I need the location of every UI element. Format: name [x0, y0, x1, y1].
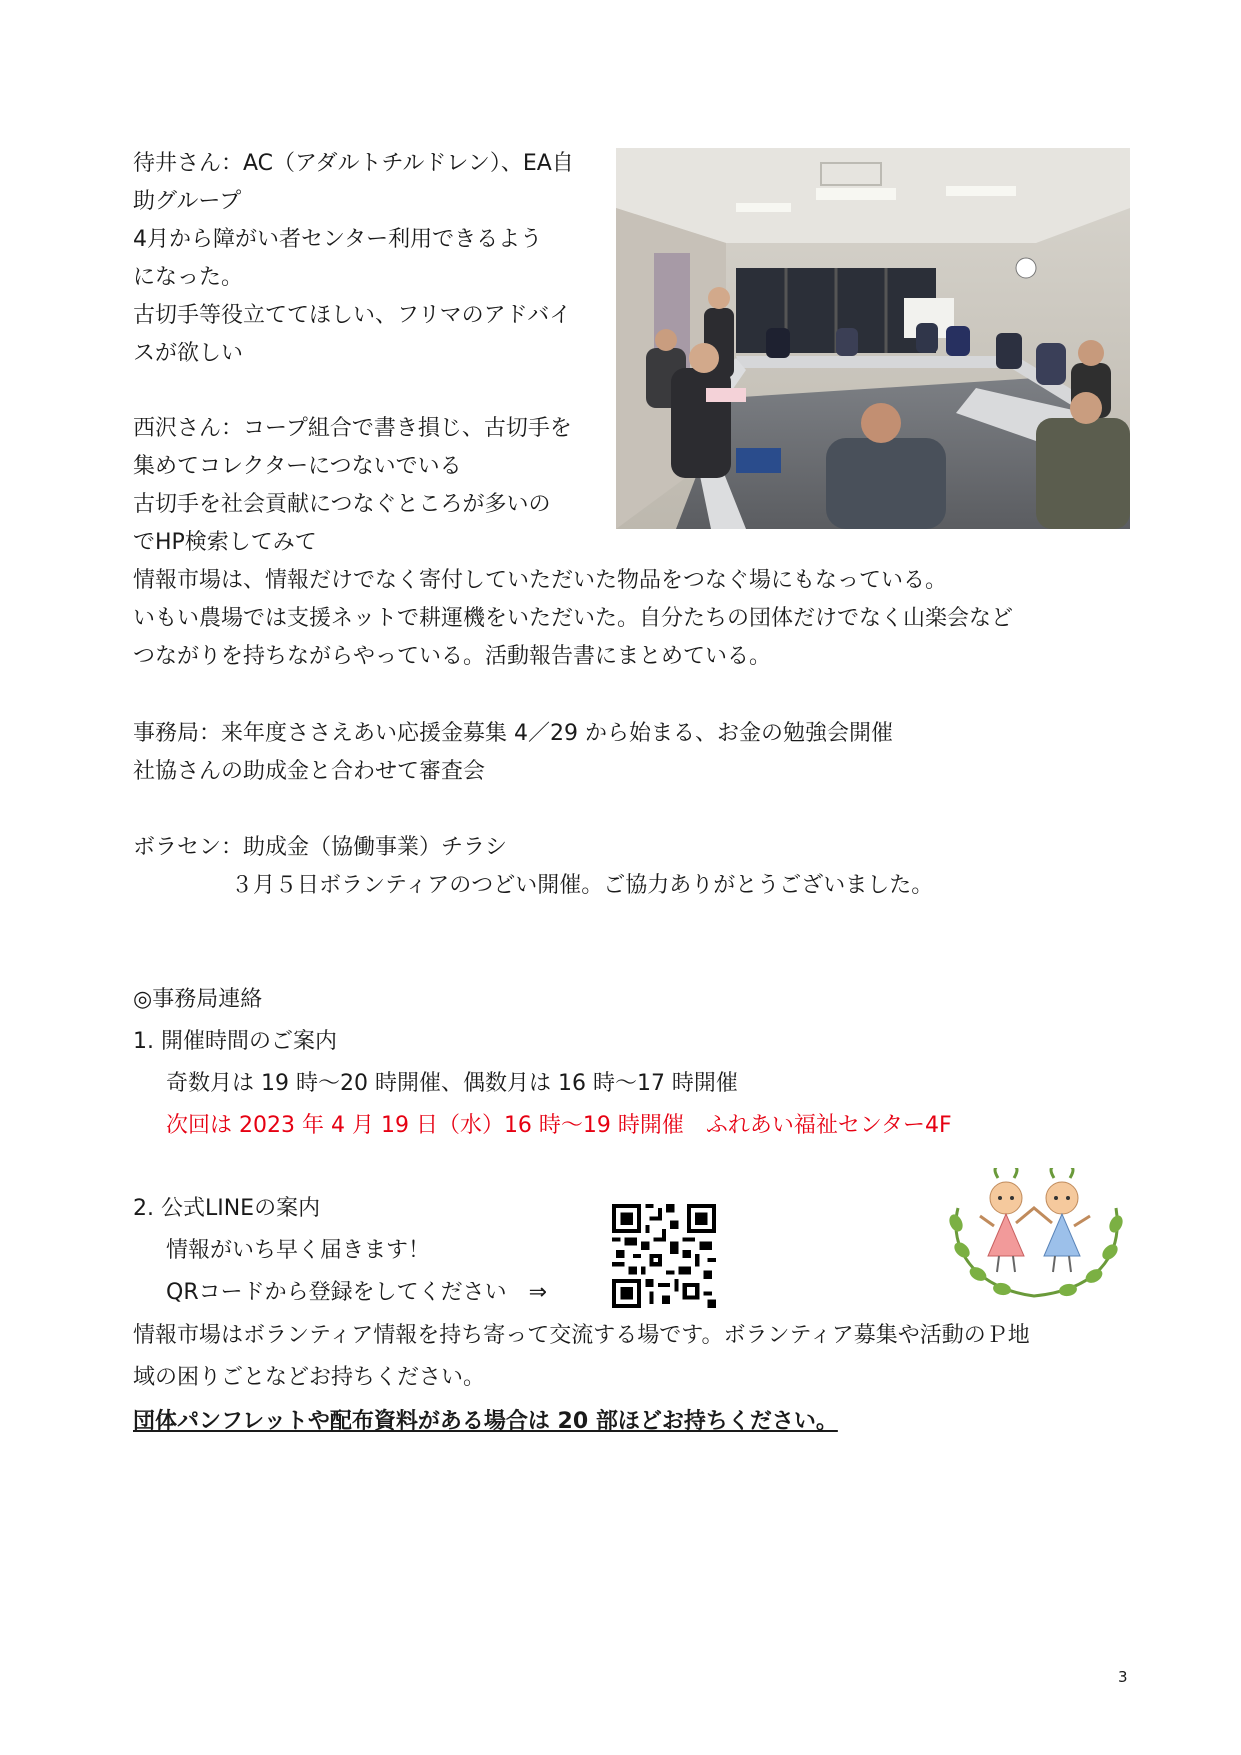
- report-machii-5: 古切手等役立ててほしい、フリマのアドバイ: [133, 303, 572, 328]
- report-nishizawa-3: 古切手を社会貢献につなぐところが多いの: [133, 492, 551, 517]
- contact-item2-line1: 情報がいち早く届きます！: [166, 1238, 431, 1263]
- meeting-photo: [616, 148, 1130, 529]
- contact-item2-line2: QRコードから登録をしてください ⇒: [166, 1280, 548, 1305]
- report-machii-1: 待井さん：AC（アダルトチルドレン）、EA自: [133, 151, 574, 176]
- report-volcenter-1: ボラセン：助成金（協働事業）チラシ: [133, 835, 508, 860]
- report-nishizawa-2: 集めてコレクターにつないでいる: [133, 454, 462, 479]
- report-machii-2: 助グループ: [133, 189, 242, 214]
- children-illustration: [944, 1168, 1132, 1304]
- report-volcenter-2: ３月５日ボランティアのつどい開催。ご協力ありがとうございました。: [231, 873, 934, 898]
- report-market-3: つながりを持ちながらやっている。活動報告書にまとめている。: [133, 644, 772, 669]
- report-nishizawa-4: でHP検索してみて: [133, 530, 317, 555]
- report-machii-4: になった。: [133, 265, 244, 290]
- report-market-2: いもい農場では支援ネットで耕運機をいただいた。自分たちの団体だけでなく山楽会など: [133, 606, 1014, 631]
- closing-bold-note: 団体パンフレットや配布資料がある場合は 20 部ほどお持ちください。: [133, 1409, 838, 1434]
- report-market-1: 情報市場は、情報だけでなく寄付していただいた物品をつなぐ場にもなっている。: [133, 568, 948, 593]
- closing-line-1: 情報市場はボランティア情報を持ち寄って交流する場です。ボランティア募集や活動のＰ地: [133, 1323, 1030, 1348]
- report-nishizawa-1: 西沢さん：コープ組合で書き損じ、古切手を: [133, 416, 572, 441]
- contact-item1-title: 1. 開催時間のご案内: [133, 1029, 337, 1054]
- report-office-1: 事務局：来年度ささえあい応援金募集 4／29 から始まる、お金の勉強会開催: [133, 721, 893, 746]
- report-machii-6: スが欲しい: [133, 341, 244, 366]
- report-office-2: 社協さんの助成金と合わせて審査会: [133, 759, 486, 784]
- line-qr-code[interactable]: [612, 1204, 716, 1308]
- contact-item2-title: 2. 公式LINEの案内: [133, 1196, 321, 1221]
- page-number: 3: [1118, 1668, 1128, 1686]
- contact-item1-schedule: 奇数月は 19 時～20 時開催、偶数月は 16 時～17 時開催: [166, 1071, 738, 1096]
- contact-item1-next: 次回は 2023 年 4 月 19 日（水）16 時～19 時開催 ふれあい福祉センター4F: [166, 1113, 952, 1138]
- report-machii-3: 4月から障がい者センター利用できるよう: [133, 227, 543, 252]
- contact-heading: ◎事務局連絡: [133, 987, 263, 1012]
- closing-line-2: 域の困りごとなどお持ちください。: [133, 1365, 486, 1390]
